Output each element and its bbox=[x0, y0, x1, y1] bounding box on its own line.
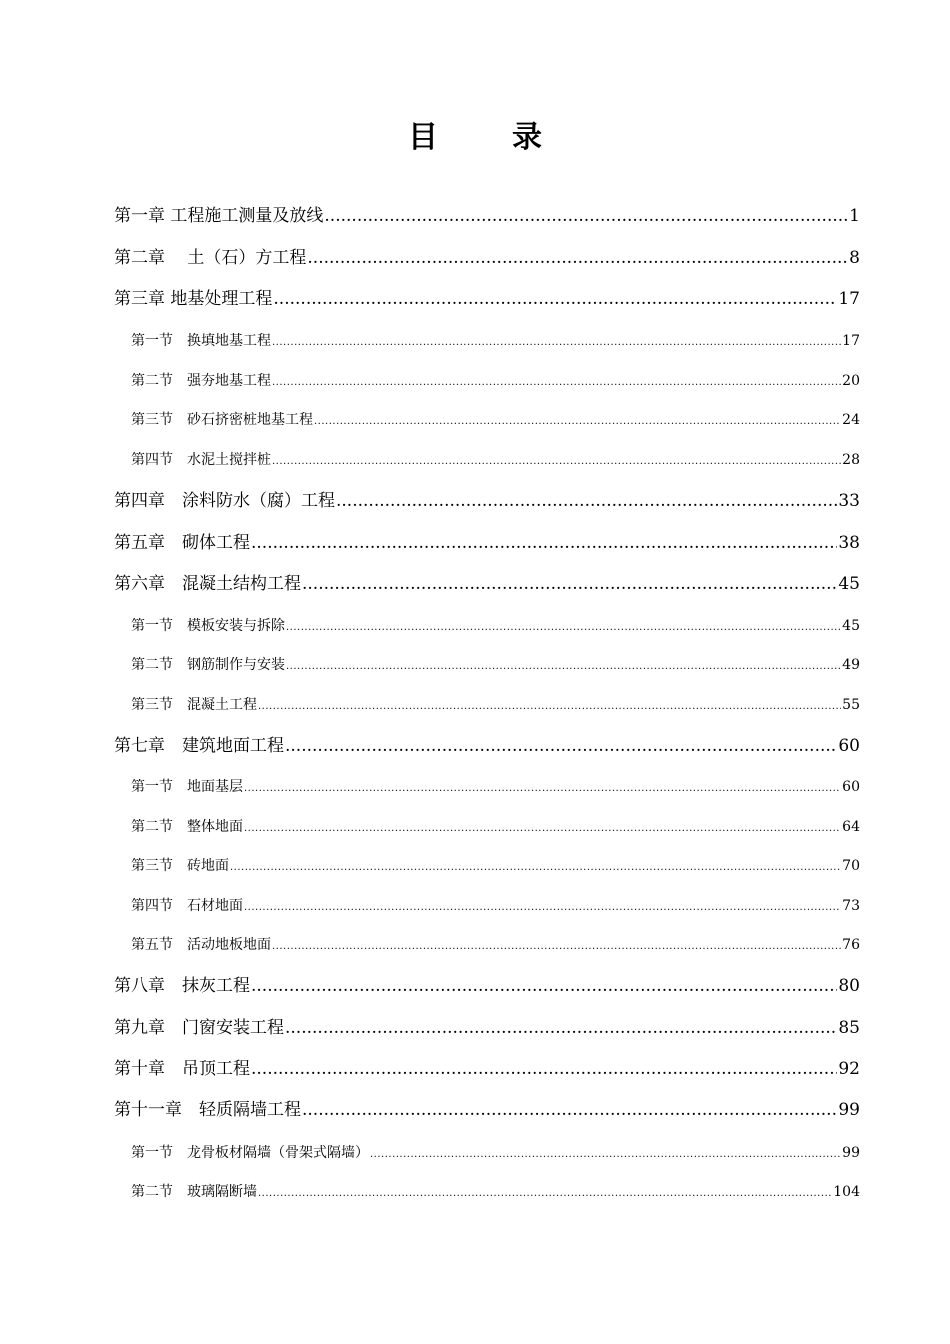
dot-leader bbox=[286, 655, 841, 677]
toc-label: 第一节 龙骨板材隔墙（骨架式隔墙） bbox=[131, 1145, 369, 1161]
toc-label: 第二节 钢筋制作与安装 bbox=[131, 657, 285, 673]
toc-label: 第二节 玻璃隔断墙 bbox=[131, 1184, 257, 1200]
toc-label: 第三节 砂石挤密桩地基工程 bbox=[131, 412, 313, 428]
toc-page-number: 17 bbox=[842, 333, 860, 349]
dot-leader bbox=[251, 1057, 837, 1081]
toc-label: 第一节 模板安装与拆除 bbox=[131, 618, 285, 634]
toc-page-number: 1 bbox=[849, 206, 860, 226]
dot-leader bbox=[302, 1098, 837, 1122]
toc-page-number: 70 bbox=[842, 858, 860, 874]
toc-entry[interactable] bbox=[131, 371, 860, 393]
toc-entry[interactable] bbox=[114, 489, 860, 513]
dot-leader bbox=[244, 896, 841, 918]
toc-label: 第一节 地面基层 bbox=[131, 779, 243, 795]
toc-page-number: 73 bbox=[842, 898, 860, 914]
toc-page-number: 24 bbox=[842, 412, 860, 428]
toc-label: 第五章 砌体工程 bbox=[114, 533, 250, 553]
toc-entry[interactable] bbox=[114, 1057, 860, 1081]
dot-leader bbox=[272, 371, 841, 393]
toc-entry[interactable] bbox=[114, 204, 860, 228]
toc-entry[interactable] bbox=[114, 246, 860, 270]
toc-entry[interactable] bbox=[131, 695, 860, 717]
toc-page-number: 8 bbox=[849, 248, 860, 268]
toc-entry[interactable] bbox=[131, 1182, 860, 1204]
toc-label: 第二章 土（石）方工程 bbox=[114, 248, 307, 268]
toc-label: 第十章 吊顶工程 bbox=[114, 1059, 250, 1079]
toc-entry[interactable] bbox=[114, 572, 860, 596]
toc-page-number: 28 bbox=[842, 452, 860, 468]
dot-leader bbox=[324, 204, 848, 228]
toc-page-number: 99 bbox=[838, 1100, 860, 1120]
toc-page-number: 60 bbox=[842, 779, 860, 795]
toc-label: 第四节 水泥土搅拌桩 bbox=[131, 452, 271, 468]
dot-leader bbox=[230, 856, 841, 878]
dot-leader bbox=[272, 450, 841, 472]
toc-page-number: 45 bbox=[842, 618, 860, 634]
toc-entry[interactable] bbox=[131, 331, 860, 353]
toc-label: 第三节 砖地面 bbox=[131, 858, 229, 874]
toc-page-number: 99 bbox=[842, 1145, 860, 1161]
toc-entry[interactable] bbox=[131, 450, 860, 472]
toc-entry[interactable] bbox=[131, 410, 860, 432]
toc-page-number: 33 bbox=[838, 491, 860, 511]
dot-leader bbox=[336, 489, 837, 513]
dot-leader bbox=[251, 974, 837, 998]
toc-page-number: 76 bbox=[842, 937, 860, 953]
dot-leader bbox=[285, 734, 837, 758]
toc-entry[interactable] bbox=[131, 655, 860, 677]
toc-page-number: 104 bbox=[833, 1184, 860, 1200]
toc-page-number: 64 bbox=[842, 819, 860, 835]
toc-page-number: 17 bbox=[838, 289, 860, 309]
toc-label: 第四章 涂料防水（腐）工程 bbox=[114, 491, 335, 511]
toc-label: 第三节 混凝土工程 bbox=[131, 697, 257, 713]
toc-entry[interactable] bbox=[131, 856, 860, 878]
toc-entry[interactable] bbox=[114, 531, 860, 555]
dot-leader bbox=[285, 1016, 837, 1040]
dot-leader bbox=[251, 531, 837, 555]
toc-page-number: 49 bbox=[842, 657, 860, 673]
dot-leader bbox=[272, 331, 841, 353]
toc-entry[interactable] bbox=[131, 616, 860, 638]
toc-label: 第二节 整体地面 bbox=[131, 819, 243, 835]
toc-entry[interactable] bbox=[114, 1098, 860, 1122]
toc-label: 第六章 混凝土结构工程 bbox=[114, 574, 301, 594]
toc-label: 第四节 石材地面 bbox=[131, 898, 243, 914]
toc-entry[interactable] bbox=[131, 1143, 860, 1165]
toc-label: 第九章 门窗安装工程 bbox=[114, 1018, 284, 1038]
dot-leader bbox=[244, 817, 841, 839]
dot-leader bbox=[272, 935, 841, 957]
toc-page-number: 38 bbox=[838, 533, 860, 553]
toc-page-number: 20 bbox=[842, 373, 860, 389]
toc-page-number: 92 bbox=[838, 1059, 860, 1079]
toc-entry[interactable] bbox=[131, 935, 860, 957]
toc-label: 第十一章 轻质隔墙工程 bbox=[114, 1100, 301, 1120]
toc-label: 第二节 强夯地基工程 bbox=[131, 373, 271, 389]
dot-leader bbox=[302, 572, 837, 596]
dot-leader bbox=[273, 287, 837, 311]
toc-label: 第一章 工程施工测量及放线 bbox=[114, 206, 324, 226]
toc-label: 第三章 地基处理工程 bbox=[114, 289, 273, 309]
toc-page-number: 45 bbox=[838, 574, 860, 594]
dot-leader bbox=[314, 410, 841, 432]
toc-entry[interactable] bbox=[114, 1016, 860, 1040]
toc-entry[interactable] bbox=[131, 777, 860, 799]
toc-entry[interactable] bbox=[114, 287, 860, 311]
dot-leader bbox=[370, 1143, 841, 1165]
page-title: 目 录 bbox=[408, 120, 564, 155]
dot-leader bbox=[258, 695, 841, 717]
toc-page-number: 85 bbox=[838, 1018, 860, 1038]
dot-leader bbox=[258, 1182, 832, 1204]
toc-entry[interactable] bbox=[114, 974, 860, 998]
toc-label: 第八章 抹灰工程 bbox=[114, 976, 250, 996]
toc-label: 第七章 建筑地面工程 bbox=[114, 736, 284, 756]
toc-label: 第五节 活动地板地面 bbox=[131, 937, 271, 953]
dot-leader bbox=[244, 777, 841, 799]
toc-page-number: 60 bbox=[838, 736, 860, 756]
toc-entry[interactable] bbox=[114, 734, 860, 758]
toc-label: 第一节 换填地基工程 bbox=[131, 333, 271, 349]
toc-page-number: 55 bbox=[842, 697, 860, 713]
toc-page-number: 80 bbox=[838, 976, 860, 996]
dot-leader bbox=[286, 616, 841, 638]
dot-leader bbox=[307, 246, 848, 270]
toc-entry[interactable] bbox=[131, 817, 860, 839]
toc-entry[interactable] bbox=[131, 896, 860, 918]
